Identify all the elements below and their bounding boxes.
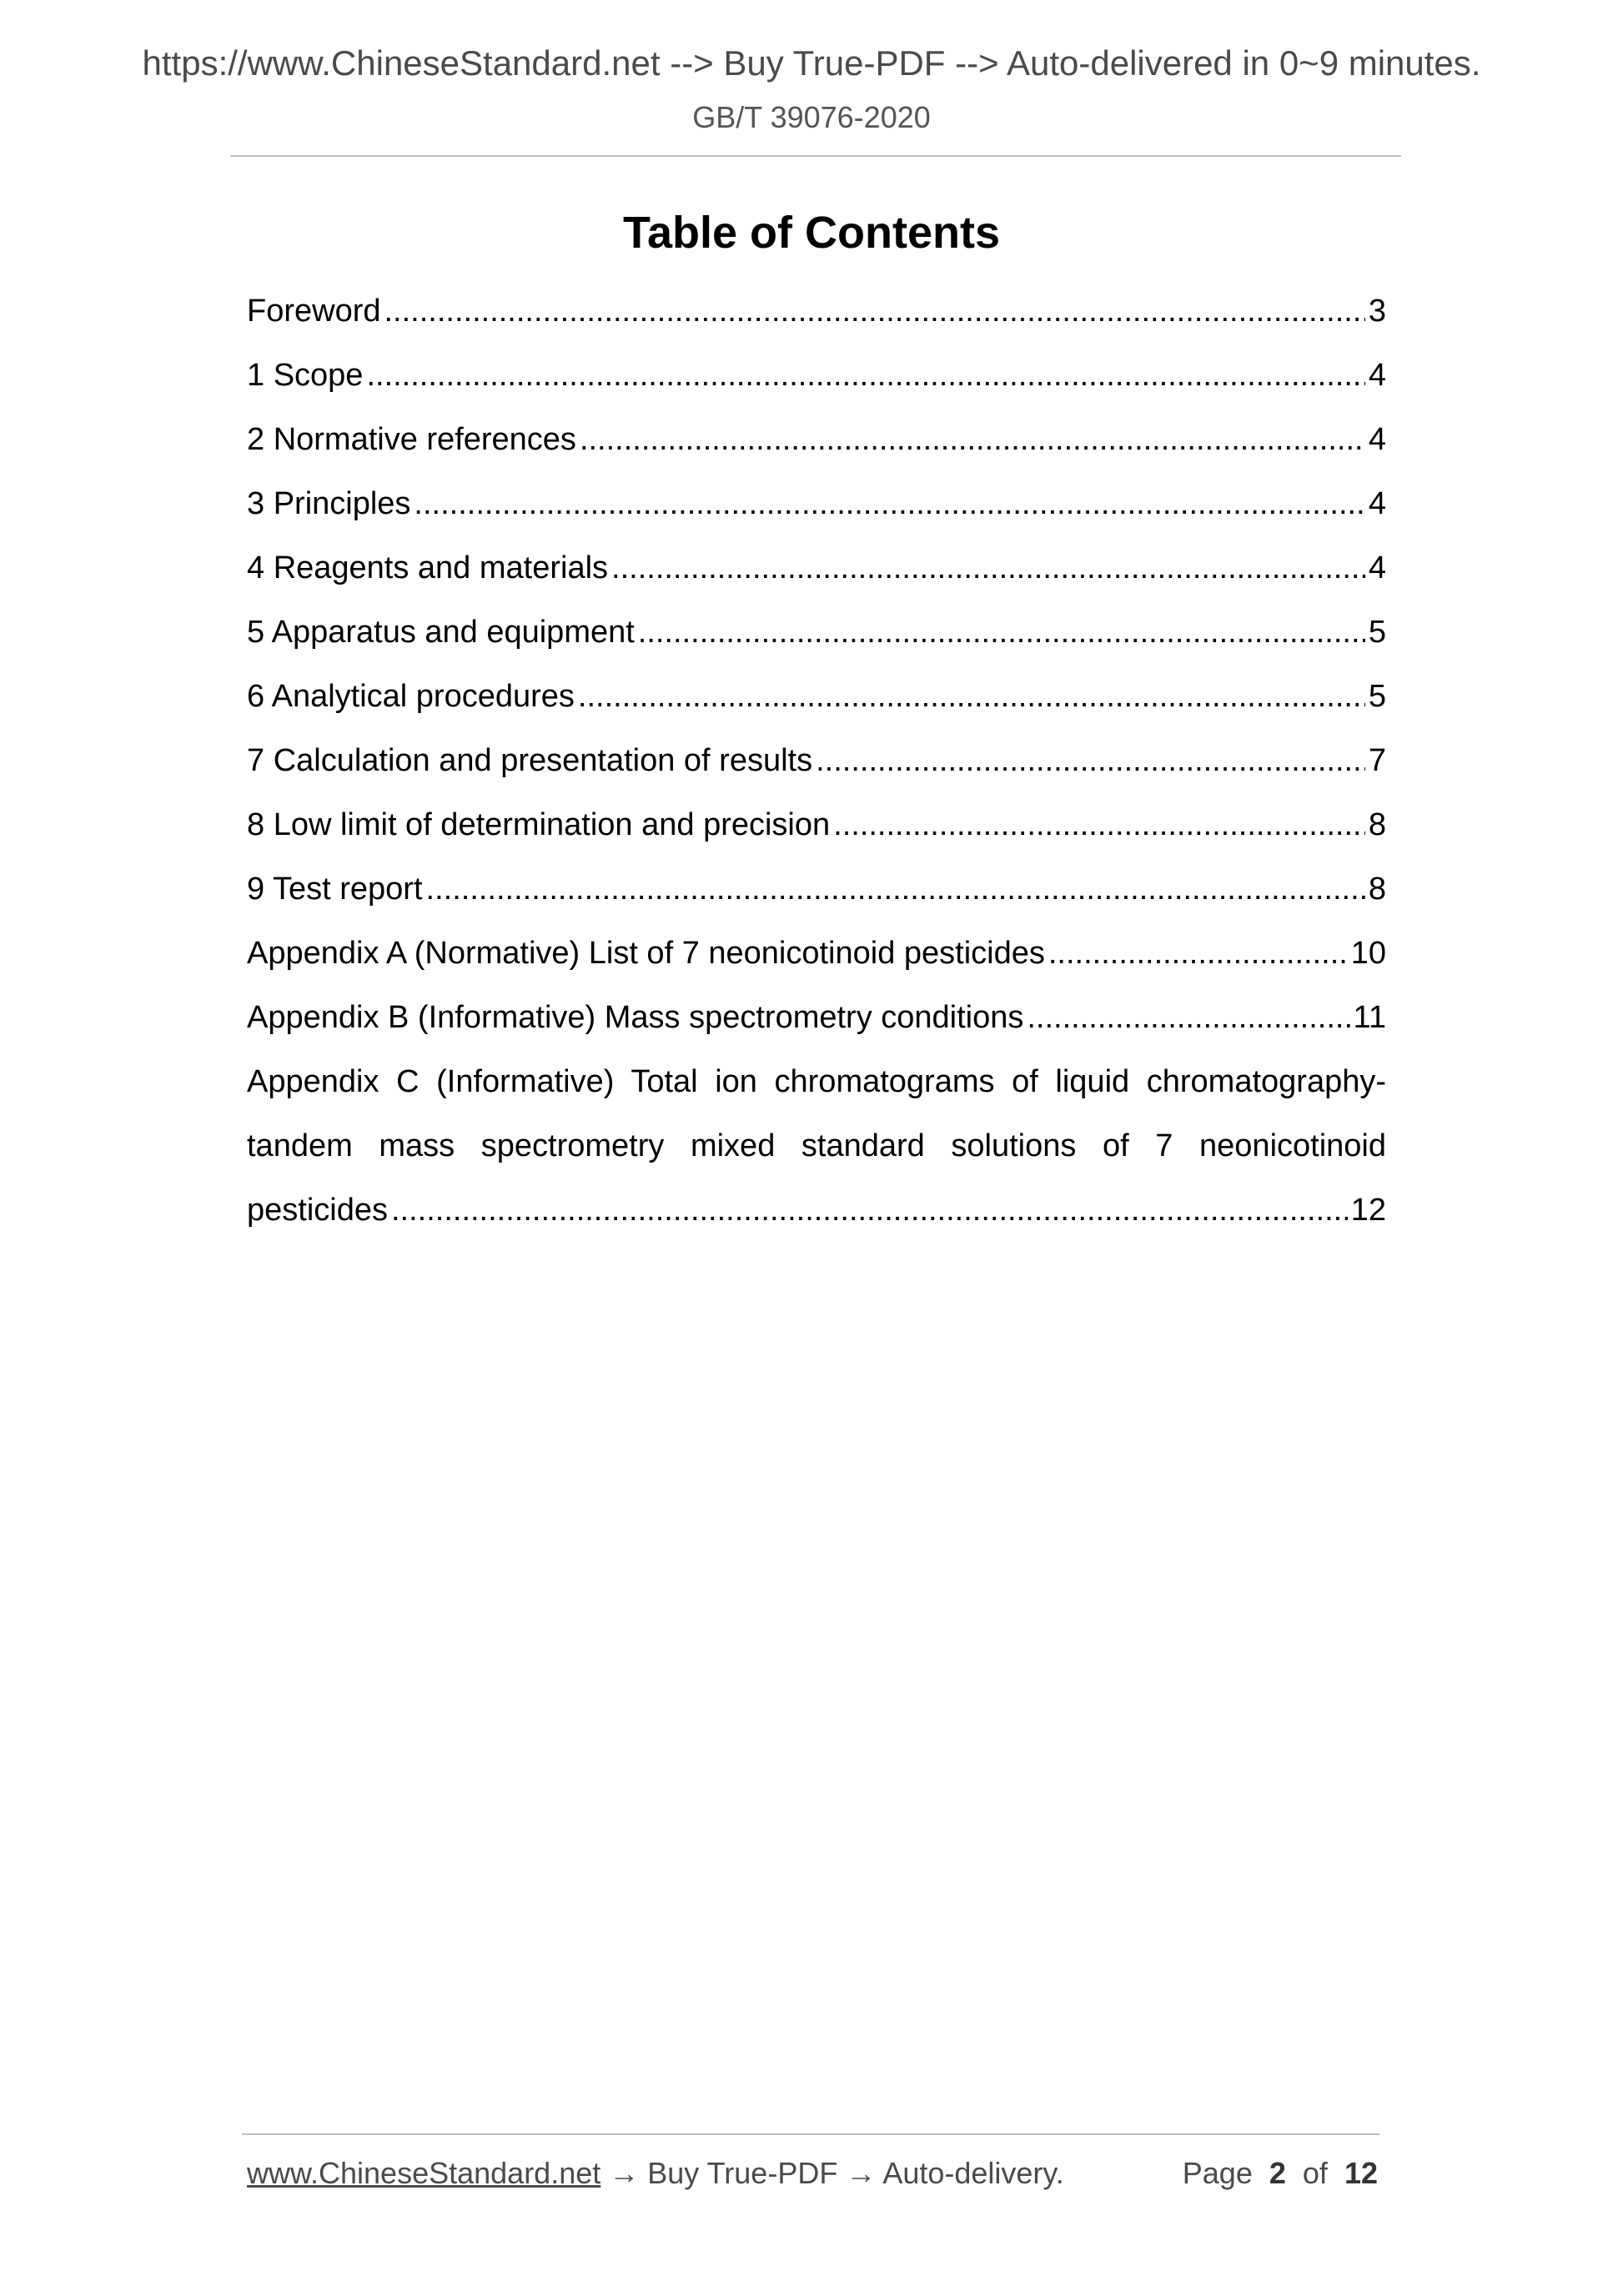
- toc-entry-appendix-b[interactable]: [247, 986, 1386, 1050]
- toc-entry-reagents[interactable]: [247, 536, 1386, 600]
- toc-entry-label: 5 Apparatus and equipment: [247, 615, 635, 650]
- toc-entry-test-report[interactable]: [247, 857, 1386, 922]
- toc-entry-calculation[interactable]: [247, 729, 1386, 793]
- footer-text: → Buy True-PDF → Auto-delivery.: [600, 2156, 1064, 2190]
- toc-entry-label: pesticides: [247, 1193, 388, 1228]
- toc-leader-dots: [391, 1178, 1348, 1243]
- page-current: 2: [1269, 2156, 1286, 2190]
- toc-entry-label: 9 Test report: [247, 872, 423, 907]
- document-code: GB/T 39076-2020: [692, 100, 931, 134]
- toc-entry-label: Appendix A (Normative) List of 7 neonicotinoid pesticides: [247, 936, 1045, 971]
- toc-entry-page: 4: [1368, 486, 1386, 521]
- toc-entry-label: 7 Calculation and presentation of results: [247, 743, 813, 778]
- toc-entry-label: 4 Reagents and materials: [247, 550, 609, 585]
- toc-leader-dots: [580, 408, 1365, 472]
- toc-entry-normative-references[interactable]: [247, 408, 1386, 472]
- toc-leader-dots: [414, 472, 1364, 536]
- toc-entry-label: 3 Principles: [247, 486, 411, 521]
- toc-entry-page: 4: [1368, 422, 1386, 457]
- toc-entry-foreword[interactable]: [247, 279, 1386, 344]
- toc-entry-label: Foreword: [247, 294, 381, 329]
- toc-leader-dots: [833, 793, 1365, 857]
- toc-entry-page: 10: [1350, 936, 1386, 971]
- toc-entry-page: 11: [1353, 1000, 1386, 1035]
- toc-entry-label: 2 Normative references: [247, 422, 576, 457]
- toc-entry-scope[interactable]: [247, 344, 1386, 408]
- toc-entry-analytical-procedures[interactable]: [247, 665, 1386, 729]
- page-number: Page 2 of 12: [1182, 2156, 1378, 2190]
- toc-entry-page: 7: [1368, 743, 1386, 778]
- toc-entry-label-line: tandem mass spectrometry mixed standard solutions of 7 neonicotinoid: [247, 1128, 1386, 1163]
- toc-leader-dots: [578, 665, 1365, 729]
- header-divider: [230, 155, 1401, 157]
- footer-divider: [242, 2133, 1379, 2135]
- toc-entry-apparatus[interactable]: [247, 600, 1386, 665]
- toc-entry-label: 6 Analytical procedures: [247, 679, 575, 714]
- toc-leader-dots: [366, 344, 1364, 408]
- toc-leader-dots: [816, 729, 1365, 793]
- toc-entry-principles[interactable]: [247, 472, 1386, 536]
- toc-entry-page: 4: [1368, 550, 1386, 585]
- toc-entry-page: 5: [1368, 679, 1386, 714]
- footer-site-link[interactable]: www.ChineseStandard.net: [247, 2156, 601, 2190]
- toc-entry-label-line: Appendix C (Informative) Total ion chromatograms of liquid chromatography-: [247, 1064, 1386, 1099]
- toc-entry-low-limit[interactable]: [247, 793, 1386, 857]
- toc-leader-dots: [638, 600, 1365, 665]
- table-of-contents: [247, 279, 1386, 1243]
- toc-entry-label: 8 Low limit of determination and precision: [247, 807, 831, 842]
- toc-leader-dots: [611, 536, 1365, 600]
- toc-entry-page: 3: [1368, 294, 1386, 329]
- toc-entry-page: 12: [1350, 1193, 1386, 1228]
- toc-title: Table of Contents: [623, 208, 1000, 258]
- toc-entry-page: 5: [1368, 615, 1386, 650]
- toc-leader-dots: [426, 857, 1365, 922]
- toc-entry-label: Appendix B (Informative) Mass spectrometry conditions: [247, 1000, 1024, 1035]
- top-banner: https://www.ChineseStandard.net --> Buy True-PDF --> Auto-delivered in 0~9 minutes.: [142, 43, 1481, 83]
- toc-leader-dots: [1027, 986, 1349, 1050]
- toc-entry-appendix-a[interactable]: [247, 922, 1386, 986]
- toc-entry-label: 1 Scope: [247, 358, 364, 393]
- toc-entry-page: 8: [1368, 807, 1386, 842]
- toc-entry-appendix-c[interactable]: [247, 1050, 1386, 1243]
- toc-leader-dots: [1048, 922, 1348, 986]
- toc-entry-page: 4: [1368, 358, 1386, 393]
- page-total: 12: [1344, 2156, 1378, 2190]
- toc-entry-page: 8: [1368, 872, 1386, 907]
- toc-leader-dots: [384, 279, 1365, 344]
